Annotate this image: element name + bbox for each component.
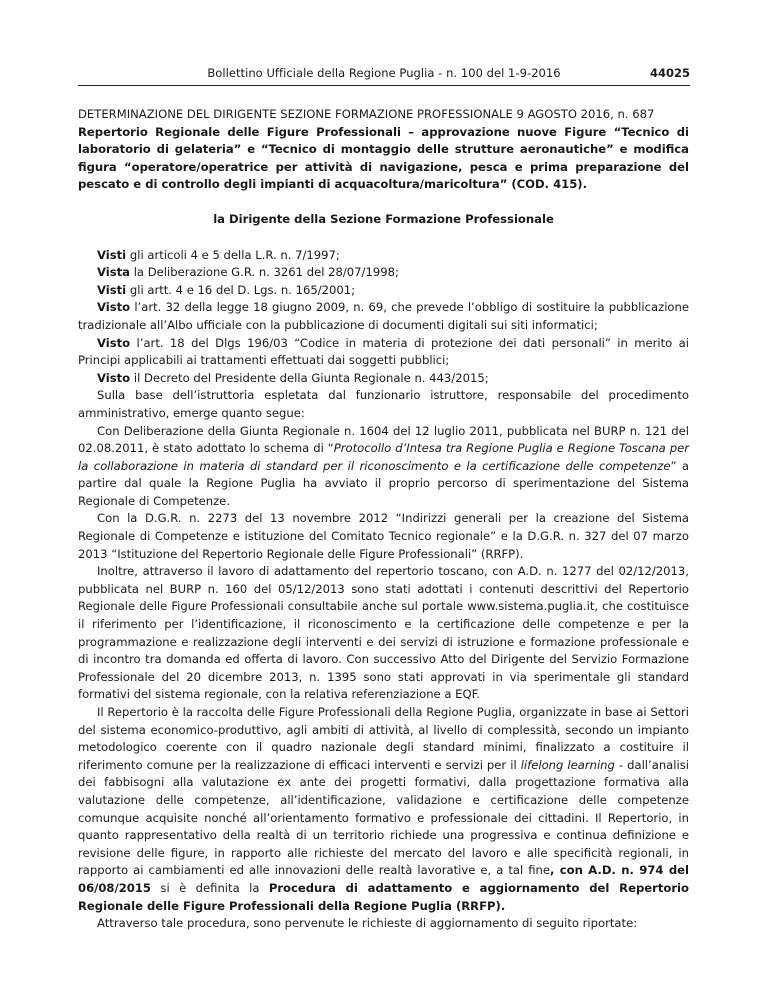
paragraph-lead: Visto: [97, 335, 131, 350]
paragraph-text: gli articoli 4 e 5 della L.R. n. 7/1997;: [126, 247, 340, 262]
paragraph-text: ” a partire dal quale la Regione Puglia ha avviato il proprio percorso di sperimentazione del Sistema Regionale di Competenze.: [78, 458, 689, 508]
paragraph-istruttoria: Sulla base dell’istruttoria espletata dal funzionario istruttore, responsabile del procedimento amministrativo, emerge quanto segue:: [78, 388, 689, 420]
bulletin-header: [78, 66, 690, 86]
header-divider: [78, 85, 690, 86]
paragraph-text: la Deliberazione G.R. n. 3261 del 28/07/1998;: [130, 265, 399, 280]
paragraph-deliberazione: [78, 423, 689, 511]
paragraph-bold: Procedura di adattamento e aggiornamento del Repertorio Regionale delle Figure Professionali della Regione Puglia (RRFP).: [78, 880, 689, 913]
paragraph-dgr: Con la D.G.R. n. 2273 del 13 novembre 2012 “Indirizzi generali per la creazione del Sistema Regionale di Competenze e istituzione del Comitato Tecnico regionale” e la D.G.R. n. 327 del 07 marzo 2013 “Istituzione del Repertorio Regionale delle Figure Professionali” (RRFP).: [78, 511, 689, 561]
paragraph-text: gli artt. 4 e 16 del D. Lgs. n. 165/2001;: [126, 282, 356, 297]
document-body: [78, 106, 689, 933]
determinazione-subject: Repertorio Regionale delle Figure Professionali – approvazione nuove Figure “Tecnico di laboratorio di gelateria” e “Tecnico di montaggio delle strutture aeronautiche” e modifica figura “operatore/operatrice per attività di navigazione, pesca e prima preparazione del pescato e di controllo degli impianti di acquacoltura/maricoltura” (COD. 415).: [78, 124, 689, 192]
paragraph-vista: [78, 264, 689, 282]
paragraph-visto-1: [78, 299, 689, 334]
page-number: 44025: [649, 66, 690, 80]
paragraph-lead: Visto: [97, 300, 131, 315]
paragraph-visti-2: [78, 282, 689, 300]
paragraph-lead: Visti: [97, 282, 127, 297]
paragraph-text: si è definita la: [151, 880, 269, 895]
paragraph-text: l’art. 32 della legge 18 giugno 2009, n. 69, che prevede l’obbligo di sostituire la pubblicazione tradizionale all’Albo ufficiale con la pubblicazione di documenti digitali sui siti informatici;: [78, 300, 689, 332]
section-heading: la Dirigente della Sezione Formazione Professionale: [213, 211, 554, 226]
paragraph-text: il Decreto del Presidente della Giunta Regionale n. 443/2015;: [130, 370, 489, 385]
paragraph-procedura: Attraverso tale procedura, sono pervenute le richieste di aggiornamento di seguito riportate:: [97, 916, 638, 931]
paragraph-visto-3: [78, 370, 689, 388]
determinazione-title: DETERMINAZIONE DEL DIRIGENTE SEZIONE FORMAZIONE PROFESSIONALE 9 AGOSTO 2016, n. 687: [78, 107, 655, 121]
paragraph-repertorio: [78, 704, 689, 915]
paragraph-text: l’art. 18 del Dlgs 196/03 “Codice in materia di protezione dei dati personali” in merito ai Principi applicabili ai trattamenti effettuati dai soggetti pubblici;: [78, 335, 689, 368]
paragraph-lead: Visto: [97, 370, 131, 385]
bulletin-title: Bollettino Ufficiale della Regione Puglia - n. 100 del 1-9-2016: [207, 66, 561, 80]
paragraph-inoltre: Inoltre, attraverso il lavoro di adattamento del repertorio toscano, con A.D. n. 1277 del 02/12/2013, pubblicata nel BURP n. 160 del 05/12/2013 sono stati adottati i contenuti descrittivi del Repertorio Regionale delle Figure Professionali consultabile anche sul portale www.sistema.puglia.it, che costituisce il riferimento per l’identificazione, il riconoscimento e la certificazione delle competenze e per la programmazione e realizzazione degli interventi e dei servizi di istruzione e formazione professionale e di incontro tra domanda ed offerta di lavoro. Con successivo Atto del Dirigente del Servizio Formazione Professionale del 20 dicembre 2013, n. 1395 sono stati approvati in via sperimentale gli standard formativi del sistema regionale, con la relativa referenziazione a EQF.: [78, 564, 689, 702]
paragraph-bold: , con A.D. n. 974 del 06/08/2015: [78, 863, 690, 895]
paragraph-text: Il Repertorio è la raccolta delle Figure Professionali della Regione Puglia, organizzate in base ai Settori del sistema economico-produttivo, agli ambiti di attività, al livello di complessità, secondo un impianto metodologico coerente con il quadro nazionale degli standard minimi, finalizzato a costituire il riferimento comune per la realizzazione di efficaci interventi e servizi per il: [78, 705, 689, 772]
paragraph-text: - dall’analisi dei fabbisogni alla valutazione ex ante dei progetti formativi, dalla progettazione formativa alla valutazione delle competenze, all’identificazione, validazione e certificazione delle competenze comunque acquisite nonché all’orientamento formativo e professionale dei cittadini. Il Repertorio, in quanto rappresentativo della realtà di un territorio richiede una progressiva e continua definizione e revisione delle figure, in rapporto alle richieste del mercato del lavoro e alle specificità regionali, in rapporto ai cambiamenti ed alle innovazioni delle realtà lavorative e, a tal fine: [78, 757, 689, 878]
paragraph-visto-2: [78, 335, 689, 370]
paragraph-italic: lifelong learning: [520, 757, 615, 772]
paragraph-lead: Visti: [97, 247, 127, 262]
paragraph-italic: Protocollo d’Intesa tra Regione Puglia e Regione Toscana per la collaborazione in materia di standard per il riconoscimento e la certificazione delle competenze: [78, 441, 689, 473]
paragraph-lead: Vista: [97, 265, 131, 280]
paragraph-visti-1: [78, 247, 689, 265]
paragraph-text: Con Deliberazione della Giunta Regionale n. 1604 del 12 luglio 2011, pubblicata nel BURP n. 121 del 02.08.2011, è stato adottato lo schema di “: [78, 423, 689, 456]
